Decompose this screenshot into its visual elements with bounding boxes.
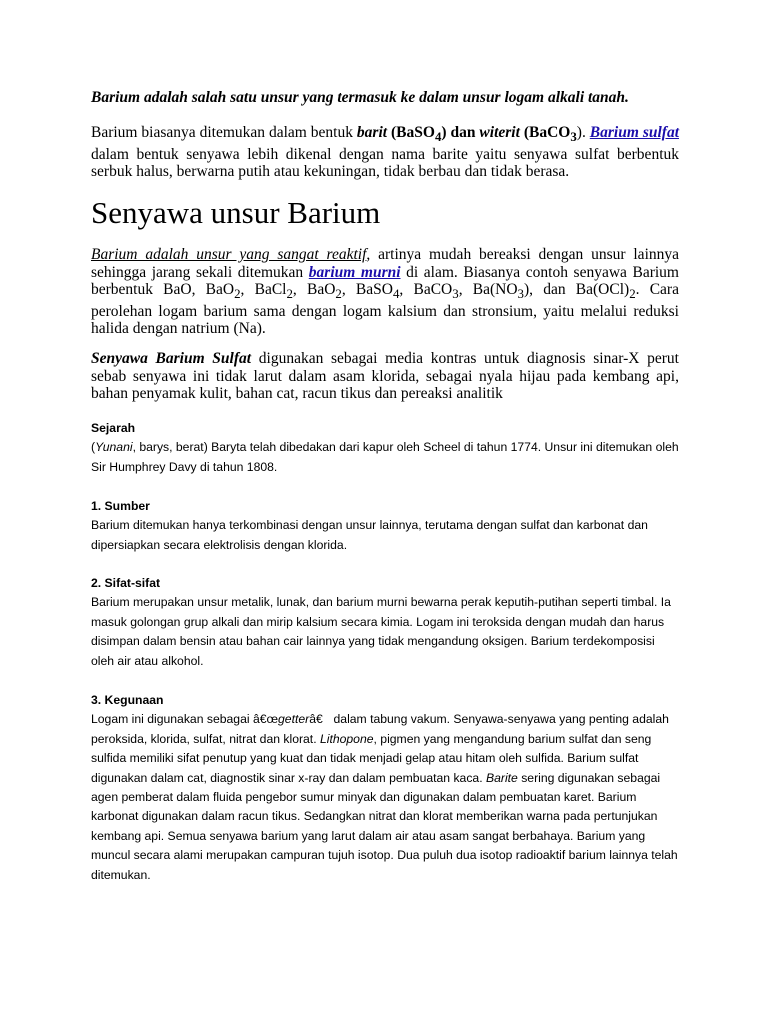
section-kegunaan xyxy=(91,691,679,885)
paragraph-reactivity xyxy=(91,246,679,338)
subscript: 2 xyxy=(286,286,293,302)
section-title: Sejarah xyxy=(91,421,136,435)
text: , BaCO xyxy=(399,281,453,298)
section-title: 1. Sumber xyxy=(91,499,150,513)
text: Barium biasanya ditemukan dalam bentuk xyxy=(91,124,357,141)
subscript: 4 xyxy=(392,286,400,302)
text: , pigmen yang mengandung barium sulfat dan seng sulfida memiliki sifat penutup yang kuat dan tidak menjadi gelap atau hitam oleh sulfida. Barium sulfat digunakan dalam cat, diagnostik sinar x-ray dan dalam pembuatan kaca. xyxy=(91,731,652,785)
section-title: 2. Sifat-sifat xyxy=(91,576,161,590)
text: digunakan sebagai media kontras untuk diagnosis sinar-X perut sebab senyawa ini tidak larut dalam asam klorida, sebagai nyala hijau pada kembang api, bahan penyamak kulit, bahan cat, racun tikus dan pereaksi analitik xyxy=(91,350,679,402)
paragraph-barium-sulfat-uses xyxy=(91,350,679,403)
text: sering digunakan sebagai agen pemberat dalam fluida pengebor sumur minyak dan digunakan dalam pembuatan karet. Barium karbonat digunakan dalam racun tikus. Sedangkan nitrat dan klorat memberikan warna pada pertunjukan kembang api. Semua senyawa barium yang larut dalam air atau asam sangat berbahaya. Barium yang muncul secara alami merupakan campuran tujuh isotop. Dua puluh dua isotop radioaktif barium lainnya telah ditemukan. xyxy=(91,770,678,882)
barium-murni-link[interactable]: barium murni xyxy=(308,263,401,281)
text: Barium merupakan unsur metalik, lunak, dan barium murni bewarna perak keputih-putihan seperti timbal. Ia masuk golongan grup alkali dan mirip kalsium secara kimia. Logam ini teroksida dengan mudah dan harus disimpan dalam bensin atau bahan cair lainnya yang tidak mengandung oksigen. Barium terdekomposisi oleh air atau alkohol. xyxy=(91,595,671,668)
term-witerit: witerit xyxy=(479,124,520,141)
subscript: 2 xyxy=(335,286,342,302)
formula-text: (BaCO xyxy=(519,124,571,141)
term-barit: barit xyxy=(356,124,388,141)
text: . Cara perolehan logam barium sama dengan logam kalsium dan stronsium, yaitu melalui reduksi halida dengan natrium (Na). xyxy=(91,281,679,338)
text: ( xyxy=(91,440,96,455)
underlined-phrase: Barium adalah unsur yang sangat reaktif xyxy=(91,246,367,263)
term-yunani: Yunani xyxy=(95,440,133,455)
term-lithopone: Lithopone xyxy=(319,731,374,746)
text: , BaCl xyxy=(240,281,287,298)
term-getter: getter xyxy=(278,712,310,727)
text: , barys, berat) Baryta telah dibedakan dari kapur oleh Scheel di tahun 1774. Unsur ini ditemukan oleh Sir Humphrey Davy di tahun 1808. xyxy=(91,440,679,474)
subscript: 2 xyxy=(629,286,636,302)
text: Barium ditemukan hanya terkombinasi dengan unsur lainnya, terutama dengan sulfat dan karbonat dan dipersiapkan secara elektrolisis dengan klorida. xyxy=(91,518,648,552)
text: Logam ini digunakan sebagai â€œ xyxy=(91,712,279,727)
text: di alam. Biasanya contoh senyawa Barium berbentuk BaO, BaO xyxy=(91,263,679,298)
term-barite: Barite xyxy=(485,770,518,785)
text: â€ dalam tabung vakum. Senyawa-senyawa yang penting adalah peroksida, klorida, sulfat, nitrat dan klorat. xyxy=(91,712,669,746)
barium-sulfat-link[interactable]: Barium sulfat xyxy=(589,124,679,141)
formula-text: ) dan xyxy=(441,124,480,141)
section-sejarah xyxy=(91,419,679,477)
subscript: 3 xyxy=(452,286,459,302)
text: ). xyxy=(576,124,590,141)
text: ), dan Ba(OCl) xyxy=(524,281,630,298)
text: dalam bentuk senyawa lebih dikenal dengan nama barite yaitu senyawa sulfat berbentuk serbuk halus, berwarna putih atau kekuningan, tidak berbau dan tidak berasa. xyxy=(91,145,679,181)
section-sifat-sifat xyxy=(91,574,679,671)
text: , artinya mudah bereaksi dengan unsur lainnya sehingga jarang sekali ditemukan xyxy=(91,246,680,281)
formula-text: (BaSO xyxy=(387,124,435,141)
text: , BaSO xyxy=(341,281,393,298)
text: , Ba(NO xyxy=(458,281,518,298)
paragraph-barium-forms xyxy=(91,124,679,181)
section-title: 3. Kegunaan xyxy=(91,693,164,707)
subscript: 3 xyxy=(570,129,577,145)
subscript: 4 xyxy=(434,129,442,145)
subscript: 2 xyxy=(234,286,241,302)
section-heading: Senyawa unsur Barium xyxy=(91,195,381,230)
section-sumber xyxy=(91,497,679,555)
term-senyawa-barium-sulfat: Senyawa Barium Sulfat xyxy=(91,350,252,367)
text: , BaO xyxy=(292,281,336,298)
intro-sentence: Barium adalah salah satu unsur yang termasuk ke dalam unsur logam alkali tanah. xyxy=(91,89,629,106)
subscript: 3 xyxy=(517,286,524,302)
